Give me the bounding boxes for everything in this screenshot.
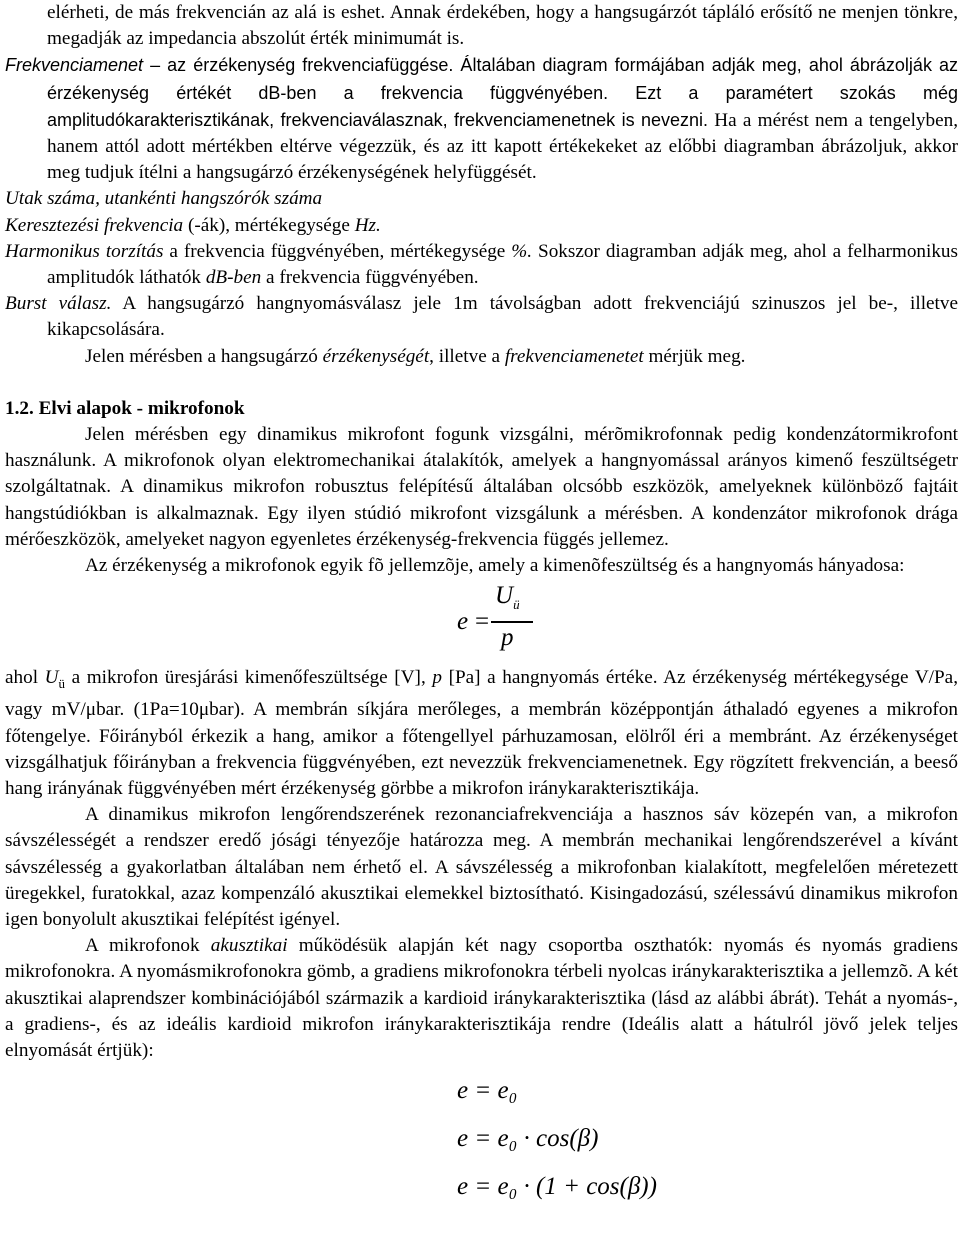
- frekvenciamenet-text: – az érzékenység frekvenciafüggése. Általában diagram formájában adják meg, ahol ábrázolják az érzékenység értékét dB-ben a frekvencia függvényében. Ezt a paramétert szokás még amplitudókarakterisztikának, frekvenciaválasznak, frekvenciamenetnek is nevezni.: [47, 55, 958, 130]
- harmonikus-rest: Sokszor diagramban adják meg, ahol a felharmonikus amplitudók láthatók: [47, 240, 958, 289]
- paragraph-jelen-hangsugarzo: [5, 344, 958, 370]
- frekvenciamenet-serif-text: Ha a mérést nem a tengelyben, hanem attól adott mértékben eltérve végezzük, és az itt kapott értékekeket az előbbi diagramban ábrázoljuk, akkor meg tudjuk ítélni a hangsugárzó érzékenységének helyfüggését.: [47, 109, 959, 184]
- formula-equals: =: [475, 608, 490, 636]
- formula-pressure: [5, 1070, 958, 1118]
- harmonikus-text: a frekvencia függvényében, mértékegysége: [163, 240, 512, 262]
- burst-text: A hangsugárzó hangnyomásválasz jele 1m távolságban adott frekvenciájú szinuszos jel be-, illetve kikapcsolására.: [47, 293, 958, 341]
- term-utak: Utak száma, utankénti hangszórók száma: [5, 188, 323, 210]
- jelen1-e: mérjük meg.: [643, 345, 746, 367]
- formula-gradient: [5, 1118, 958, 1166]
- fraction-bar: [491, 621, 533, 622]
- paragraph-burst: [5, 291, 958, 343]
- ahol-b: a mikrofon üresjárási kimenőfeszültsége [V],: [65, 667, 433, 689]
- paragraph-intro: elérheti, de más frekvencián az alá is eshet. Annak érdekében, hogy a hangsugárzót tápláló erősítő ne menjen tönkre, megadják az impedancia abszolút érték minimumát is.: [47, 2, 958, 50]
- paragraph-kereszt: [5, 213, 958, 239]
- term-burst: Burst válasz.: [5, 293, 112, 315]
- ahol-p: p: [432, 667, 442, 689]
- paragraph-dinamikus: A dinamikus mikrofon lengőrendszerének rezonanciafrekvenciája a hasznos sáv közepén van, a mikrofon sávszélességét a rendszer eredő jósági tényezője határozza meg. A membrán mechanikai lengőrendszerével a kívánt sávszélesség a gyakorlatban általában nem érhető el. A sávszélesség a mikrofonban kialakított, megfelelően méretezett üregekkel, furatokkal, azaz kompenzáló akusztikai elemekkel biztosítható. Kisingadozású, szélessávú dinamikus mikrofon igen bonyolult akusztikai felépítést igényel.: [5, 804, 958, 930]
- jelen1-b: érzékenységét: [322, 345, 430, 367]
- formula-num-u: U: [495, 582, 514, 610]
- formula-num-sub: ü: [513, 597, 520, 613]
- ahol-c: [Pa] a hangnyomás értéke. Az érzékenység mértékegysége V/Pa, vagy mV/μbar. (1Pa=10μbar). A membrán síkjára merőleges, a membrán középpontján áthaladó egyenes a mikrofon főtengelye. Főirányból érkezik a hang, amikor a főtengellyel párhuzamosan, elölről éri a membránt. Az érzékenységet vizsgálhatjuk főirányban a frekvencia függvényében, ezt nevezzük frekvenciamenetnek. Egy rögzített frekvencián, a beeső hang irányának függvényében mért érzékenység görbbe a mikrofon iránykarakterisztikája.: [5, 667, 958, 799]
- term-kereszt: Keresztezési frekvencia: [5, 214, 184, 236]
- formula-line-3: e = e₀ · (1 + cos(β)): [457, 1173, 657, 1201]
- formula-lhs: e: [457, 608, 469, 636]
- paragraph-mikrofonok-1: Jelen mérésben egy dinamikus mikrofont fogunk vizsgálni, mérõmikrofonnak pedig kondenzátormikrofont használunk. A mikrofonok olyan elektromechanikai átalakítók, amelyek a hangnyomással arányos kimenő feszültségetr szolgáltatnak. A dinamikus mikrofon robusztus felépítésű általában olcsóbb eszközök, amelyeknek különböző fajtáit hangstúdiókban is alkalmaznak. Egy ilyen stúdió mikrofont vizsgálunk a mérésben. A kondenzátor mikrofonok drága mérőeszközök, amelyeket nagyon egyenletes érzékenység-frekvencia függés jellemez.: [5, 424, 958, 550]
- akusztikai-b: akusztikai: [210, 935, 288, 957]
- kereszt-text: (-ák), mértékegysége: [183, 214, 355, 236]
- formula-line-1: e = e₀: [457, 1077, 518, 1105]
- jelen1-d: frekvenciamenetet: [504, 345, 644, 367]
- paragraph-frekvenciamenet: [5, 52, 958, 186]
- ahol-u-sub: ü: [58, 676, 66, 692]
- akusztikai-a: A mikrofonok: [85, 935, 211, 957]
- ahol-u: U: [44, 667, 59, 689]
- harmonikus-unit: %.: [511, 240, 533, 262]
- formula-numerator: [495, 583, 520, 618]
- harmonikus-end: a frekvencia függvényében.: [261, 267, 479, 289]
- formula-denominator: p: [501, 624, 514, 652]
- harmonikus-db: dB-ben: [205, 267, 262, 289]
- jelen1-a: Jelen mérésben a hangsugárzó: [85, 345, 323, 367]
- term-frekvenciamenet: Frekvenciamenet: [5, 55, 144, 76]
- formula-line-2: e = e₀ · cos(β): [457, 1125, 599, 1153]
- paragraph-mikrofonok-2: Az érzékenység a mikrofonok egyik fõ jellemzõje, amely a kimenõfeszültség és a hangnyomás hányadosa:: [85, 555, 905, 577]
- ahol-a: ahol: [5, 667, 45, 689]
- paragraph-ahol: [5, 665, 958, 802]
- term-harmonikus: Harmonikus torzítás: [5, 240, 164, 262]
- kereszt-unit: Hz.: [354, 214, 381, 236]
- formula-cardioid: [5, 1166, 958, 1214]
- paragraph-harmonikus: [5, 239, 958, 291]
- formula-sensitivity: [5, 579, 958, 665]
- paragraph-akusztikai: [5, 933, 958, 1064]
- paragraph-utak: [5, 186, 958, 212]
- akusztikai-c: működésük alapján két nagy csoportba oszthatók: nyomás és nyomás gradiens mikrofonokra. A nyomásmikrofonokra gömb, a gradiens mikrofonokra térbeli nyolcas iránykarakterisztika a jellemzõ. A két akusztikai alaprendszer kombinációjából származik a kardioid iránykarakterisztika (lásd az alábbi ábrát). Tehát a nyomás-, a gradiens-, és az ideális kardioid mikrofon iránykarakterisztikája rendre (Ideális alatt a hátulról jövő jelek teljes elnyomását értjük):: [5, 935, 958, 1061]
- jelen1-c: , illetve a: [429, 345, 505, 367]
- section-title: 1.2. Elvi alapok - mikrofonok: [5, 397, 245, 419]
- document-page: [5, 0, 958, 1214]
